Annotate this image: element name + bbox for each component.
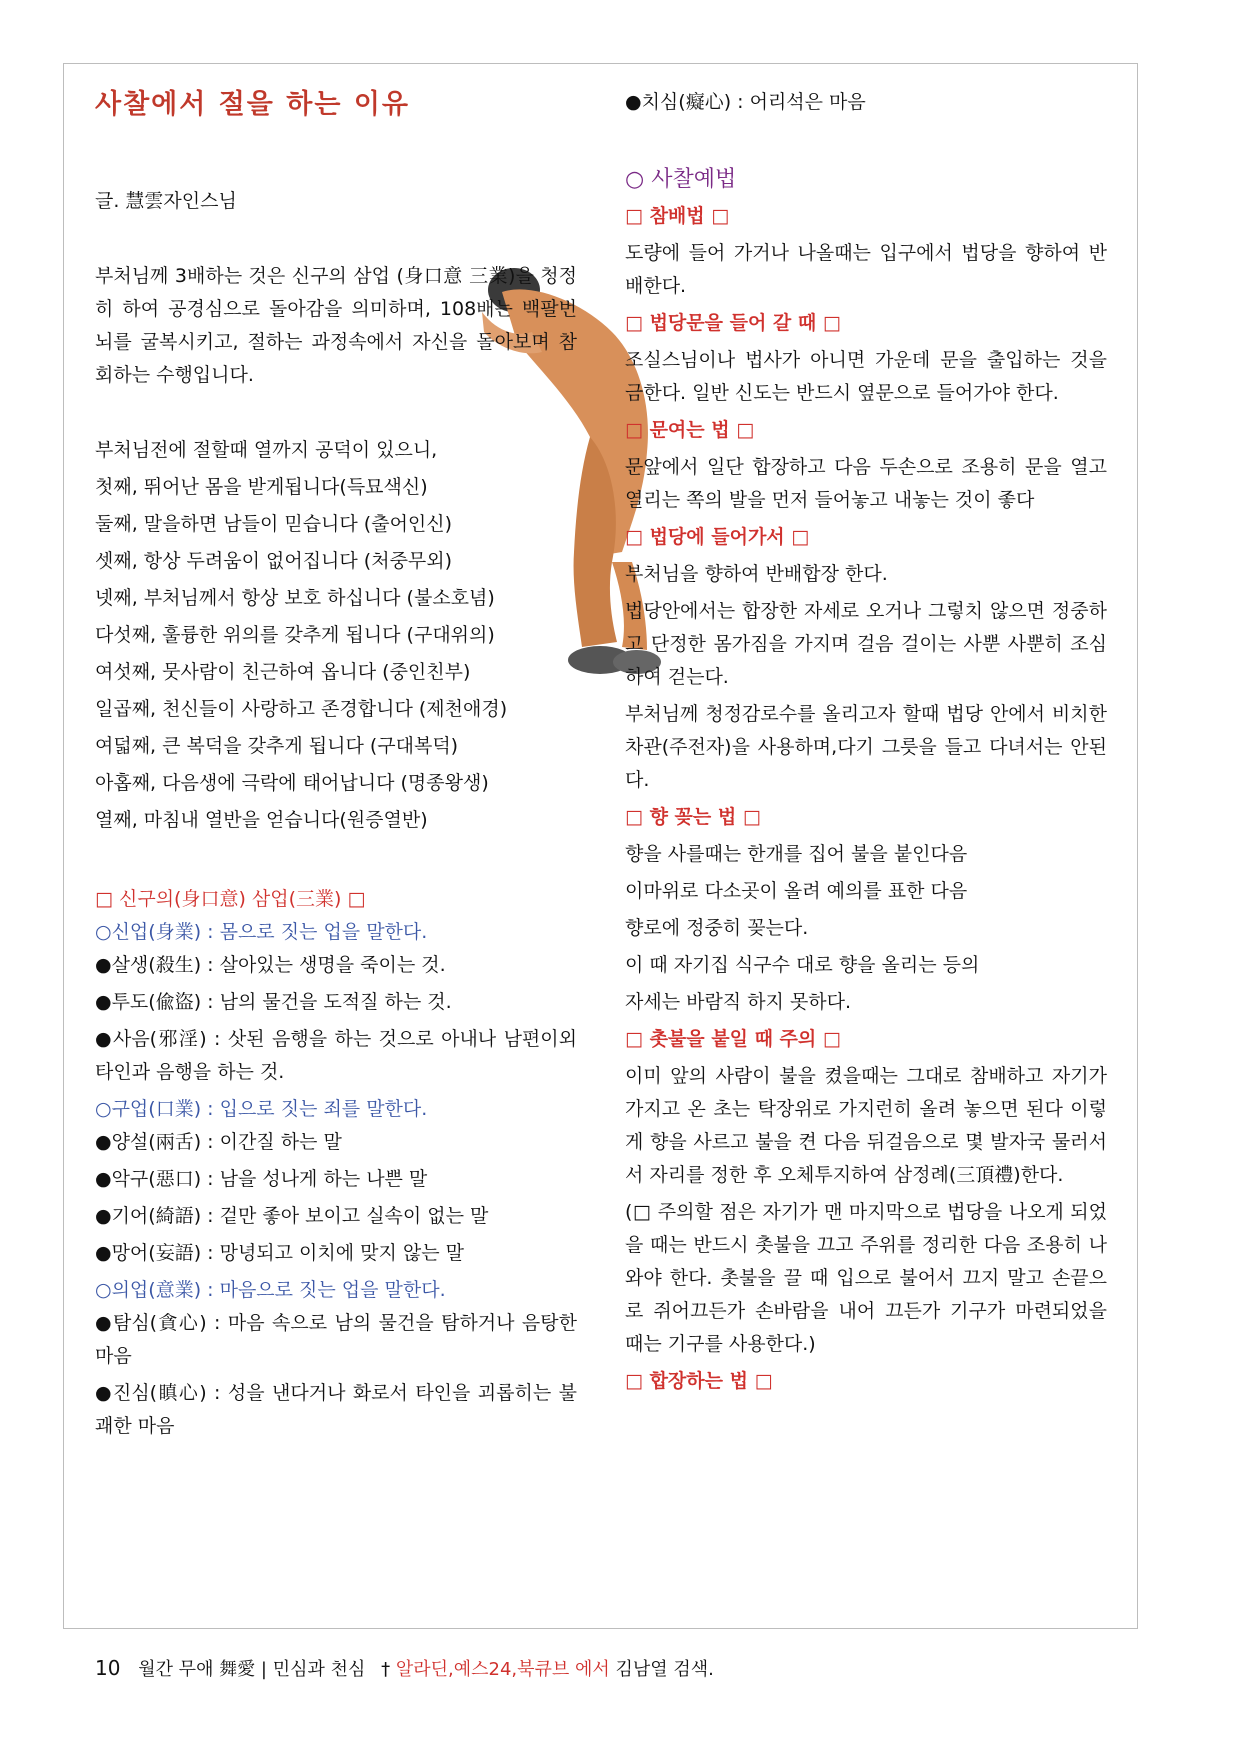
etiquette-paragraph: (□ 주의할 점은 자기가 맨 마지막으로 법당을 나오게 되었을 때는 반드시 촛불을 끄고 주위를 정리한 다음 조용히 나와야 한다. 촛불을 끌 때 입으로 불어서 끄지 말고 손끝으로 쥐어끄든가 손바람을 내어 끄든가 기구가 마련되었을 때는 기구를 사용한다.)	[625, 1201, 1107, 1355]
left-column	[95, 82, 577, 1447]
page-number: 10	[95, 1656, 121, 1680]
etiquette-paragraph: 부처님께 청정감로수를 올리고자 할때 법당 안에서 비치한 차관(주전자)을 사용하며,다기 그릇을 들고 다녀서는 안된다.	[625, 703, 1107, 791]
etiquette-paragraph: 자세는 바람직 하지 못하다.	[625, 991, 852, 1013]
karma-item: ●양설(兩舌) : 이간질 하는 말	[95, 1131, 342, 1153]
intro-paragraph: 부처님께 3배하는 것은 신구의 삼업 (身口意 三業)을 청정히 하여 공경심으로 돌아감을 의미하며, 108배는 백팔번뇌를 굴복시키고, 절하는 과정속에서 자신을 돌아보며 참회하는 수행입니다.	[95, 265, 577, 386]
merit-item: 아홉째, 다음생에 극락에 태어납니다 (명종왕생)	[95, 772, 489, 794]
merit-item: 첫째, 뛰어난 몸을 받게됩니다(득묘색신)	[95, 476, 428, 498]
merit-item: 셋째, 항상 두려움이 없어집니다 (처중무외)	[95, 550, 453, 572]
footer-search: 김남열 검색.	[615, 1659, 714, 1680]
karma-item: ●기어(綺語) : 겉만 좋아 보이고 실속이 없는 말	[95, 1205, 489, 1227]
merit-item: 일곱째, 천신들이 사랑하고 존경합니다 (제천애경)	[95, 698, 508, 720]
karma-item: ●망어(妄語) : 망녕되고 이치에 맞지 않는 말	[95, 1242, 464, 1264]
right-column	[625, 86, 1107, 1402]
ui-karma-heading: ○의업(意業) : 마음으로 짓는 업을 말한다.	[95, 1279, 446, 1301]
etiquette-title: ○ 사찰예법	[625, 167, 737, 192]
karma-item: ●탐심(貪心) : 마음 속으로 남의 물건을 탐하거나 음탕한 마음	[95, 1312, 577, 1367]
etiquette-paragraph: 부처님을 향하여 반배합장 한다.	[625, 563, 888, 585]
shin-karma-list	[95, 949, 577, 1089]
footer-bookstores: 알라딘,예스24,북큐브 에서	[395, 1659, 610, 1680]
etiquette-section-heading: □ 촛불을 붙일 때 주의 □	[625, 1028, 841, 1050]
etiquette-section-heading: □ 법당에 들어가서 □	[625, 526, 810, 548]
footer-magazine: 월간 무애 舞愛 | 민심과 천심	[138, 1659, 366, 1680]
karma-item: ●투도(偸盜) : 남의 물건을 도적질 하는 것.	[95, 991, 452, 1013]
etiquette-paragraph: 도량에 들어 가거나 나올때는 입구에서 법당을 향하여 반배한다.	[625, 242, 1107, 297]
karma-item: ●살생(殺生) : 살아있는 생명을 죽이는 것.	[95, 954, 446, 976]
shin-karma-heading: ○신업(身業) : 몸으로 짓는 업을 말한다.	[95, 921, 428, 943]
etiquette-section-heading: □ 참배법 □	[625, 205, 730, 227]
etiquette-paragraph: 이미 앞의 사람이 불을 켰을때는 그대로 참배하고 자기가 가지고 온 초는 탁장위로 가지런히 올려 놓으면 된다 이렇게 향을 사르고 불을 켠 다음 뒤걸음으로 몇 발자국 물러서서 자리를 정한 후 오체투지하여 삼정례(三頂禮)한다.	[625, 1065, 1107, 1186]
karma-item: ●사음(邪淫) : 삿된 음행을 하는 것으로 아내나 남편이외 타인과 음행을 하는 것.	[95, 1028, 577, 1083]
etiquette-paragraph: 법당안에서는 합장한 자세로 오거나 그렇치 않으면 정중하고 단정한 몸가짐을 가지며 걸음 걸이는 사뿐 사뿐히 조심하여 걷는다.	[625, 600, 1107, 688]
etiquette-sections	[625, 200, 1107, 1398]
merit-item: 다섯째, 훌륭한 위의를 갖추게 됩니다 (구대위의)	[95, 624, 495, 646]
merits-list	[95, 471, 577, 837]
merit-item: 여섯째, 뭇사람이 친근하여 옵니다 (중인친부)	[95, 661, 471, 683]
chisim-item: ●치심(癡心) : 어리석은 마음	[625, 91, 866, 113]
etiquette-paragraph: 문앞에서 일단 합장하고 다음 두손으로 조용히 문을 열고 열리는 쪽의 발을 먼저 들어놓고 내놓는 것이 좋다	[625, 456, 1107, 511]
merits-intro: 부처님전에 절할때 열까지 공덕이 있으니,	[95, 439, 438, 461]
etiquette-section-heading: □ 법당문을 들어 갈 때 □	[625, 312, 841, 334]
ui-karma-list	[95, 1307, 577, 1443]
etiquette-paragraph: 조실스님이나 법사가 아니면 가운데 문을 출입하는 것을 금한다. 일반 신도는 반드시 옆문으로 들어가야 한다.	[625, 349, 1107, 404]
etiquette-paragraph: 이마위로 다소곳이 올려 예의를 표한 다음	[625, 880, 968, 902]
page-title: 사찰에서 절을 하는 이유	[95, 89, 411, 120]
merit-item: 둘째, 말을하면 남들이 믿습니다 (출어인신)	[95, 513, 453, 535]
etiquette-paragraph: 향로에 정중히 꽂는다.	[625, 917, 809, 939]
three-karma-heading: □ 신구의(身口意) 삼업(三業) □	[95, 888, 366, 910]
byline: 글. 慧雲자인스님	[95, 190, 237, 212]
gu-karma-list	[95, 1126, 577, 1270]
etiquette-paragraph: 향을 사를때는 한개를 집어 불을 붙인다음	[625, 843, 968, 865]
karma-item: ●진심(瞋心) : 성을 낸다거나 화로서 타인을 괴롭히는 불괘한 마음	[95, 1382, 577, 1437]
footer-dagger: †	[381, 1659, 391, 1680]
merit-item: 열째, 마침내 열반을 얻습니다(원증열반)	[95, 809, 428, 831]
etiquette-section-heading: □ 향 꽂는 법 □	[625, 806, 761, 828]
etiquette-paragraph: 이 때 자기집 식구수 대로 향을 올리는 등의	[625, 954, 980, 976]
etiquette-section-heading: □ 합장하는 법 □	[625, 1370, 773, 1392]
karma-item: ●악구(惡口) : 남을 성나게 하는 나쁜 말	[95, 1168, 428, 1190]
merit-item: 여덟째, 큰 복덕을 갖추게 됩니다 (구대복덕)	[95, 735, 459, 757]
etiquette-section-heading: □ 문여는 법 □	[625, 419, 755, 441]
gu-karma-heading: ○구업(口業) : 입으로 짓는 죄를 말한다.	[95, 1098, 428, 1120]
merit-item: 넷째, 부처님께서 항상 보호 하십니다 (불소호념)	[95, 587, 495, 609]
page-footer	[95, 1655, 714, 1681]
